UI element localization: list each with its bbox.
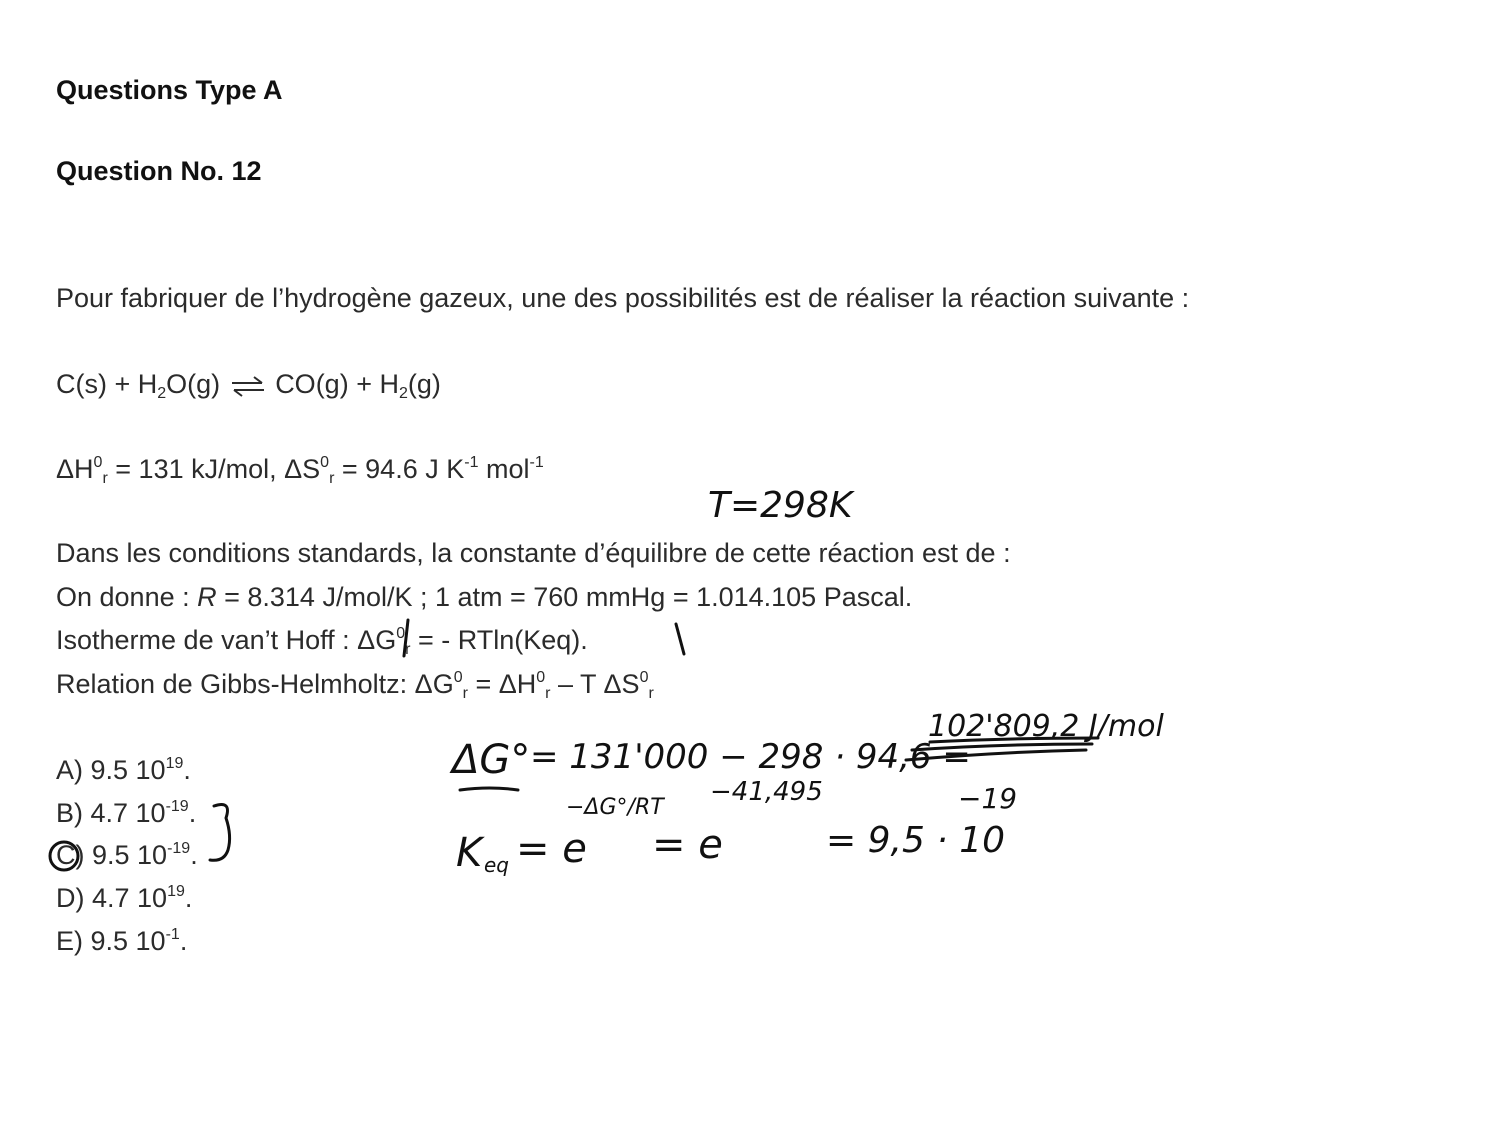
vant-hoff-label: Isotherme de van’t Hoff : ΔG <box>56 625 397 655</box>
r-symbol: R <box>197 582 217 612</box>
option-c[interactable] <box>56 839 198 871</box>
ds-value: = 94.6 J K <box>334 454 465 484</box>
given-rest: = 8.314 J/mol/K ; 1 atm = 760 mmHg = 1.014.105 Pascal. <box>216 582 913 612</box>
hw-dg-equation: = 131'000 − 298 · 94,6 = <box>530 737 971 777</box>
option-e-end: . <box>179 926 188 956</box>
gibbs-sup-3: 0 <box>639 669 649 686</box>
ds-sup: 0 <box>320 454 330 471</box>
option-d[interactable] <box>56 882 192 914</box>
hw-bracket-right <box>676 624 684 654</box>
option-a[interactable] <box>56 754 191 786</box>
hw-result-underline-1 <box>930 738 1098 742</box>
option-a-exp: 19 <box>165 755 184 772</box>
vant-hoff-rest: = - RTln(Keq). <box>410 625 588 655</box>
question-prompt: Dans les conditions standards, la constante d’équilibre de cette réaction est de : <box>56 538 1011 568</box>
ds-sub: r <box>329 470 335 487</box>
hw-result-underline-2 <box>912 744 1092 750</box>
option-b-exp: -19 <box>165 798 189 815</box>
option-e[interactable] <box>56 925 187 957</box>
reaction-lhs-sub: 2 <box>157 385 167 402</box>
option-a-end: . <box>183 755 191 785</box>
dh-value: = 131 kJ/mol, ΔS <box>107 454 321 484</box>
reaction-lhs-1: C(s) + H <box>56 369 158 399</box>
dh-sup: 0 <box>93 454 103 471</box>
vant-hoff-sub: r <box>405 641 411 658</box>
reaction-lhs-2: O(g) <box>166 369 221 399</box>
hw-k-eq-e: = e <box>516 826 587 872</box>
vant-hoff-sup: 0 <box>396 625 406 642</box>
hw-k-exponent-2: −41,495 <box>710 777 823 807</box>
gibbs-sub-3: r <box>648 685 654 702</box>
gibbs-mid-2: – T ΔS <box>550 669 640 699</box>
hw-dg-result: 102'809,2 J/mol <box>928 709 1164 744</box>
hw-k-exponent: −ΔG°/RT <box>566 795 664 820</box>
gibbs-sup-1: 0 <box>453 669 463 686</box>
option-b-base: B) 4.7 10 <box>56 798 166 828</box>
hw-dg-symbol: ΔG° <box>452 737 531 783</box>
hw-dg-underline <box>460 788 518 790</box>
intro-text: Pour fabriquer de l’hydrogène gazeux, une des possibilités est de réaliser la réaction suivante : <box>56 283 1190 313</box>
option-c-exp: -19 <box>167 840 191 857</box>
gibbs-sub-2: r <box>545 685 551 702</box>
option-d-end: . <box>184 883 193 913</box>
hw-k-result: = 9,5 · 10 <box>826 820 1005 861</box>
given-prefix: On donne : <box>56 582 198 612</box>
gibbs-sub-1: r <box>462 685 468 702</box>
question-title: Question No. 12 <box>56 156 262 186</box>
k-sup: -1 <box>464 454 479 471</box>
hw-temperature: T=298K <box>708 485 853 526</box>
option-a-base: A) 9.5 10 <box>56 755 166 785</box>
option-d-base: D) 4.7 10 <box>56 883 168 913</box>
gibbs-mid: = ΔH <box>467 669 537 699</box>
dh-sub: r <box>102 470 108 487</box>
option-e-exp: -1 <box>165 926 180 943</box>
option-e-base: E) 9.5 10 <box>56 926 166 956</box>
section-title: Questions Type A <box>56 75 283 105</box>
option-c-end: . <box>190 840 198 870</box>
gibbs-sup-2: 0 <box>536 669 546 686</box>
equilibrium-arrow-icon <box>228 375 268 397</box>
vant-hoff-relation <box>56 624 588 656</box>
hw-k-result-exp: −19 <box>958 782 1018 815</box>
reaction-rhs-sub: 2 <box>398 385 408 402</box>
gibbs-label: Relation de Gibbs-Helmholtz: ΔG <box>56 669 454 699</box>
mol-sup: -1 <box>529 454 544 471</box>
hw-k-symbol: K <box>456 830 483 876</box>
reaction-rhs-1: CO(g) + H <box>275 369 399 399</box>
dh-prefix: ΔH <box>56 454 94 484</box>
option-b[interactable] <box>56 797 196 829</box>
hw-k-sub: eq <box>484 853 509 877</box>
hw-k-mid: = e <box>652 822 723 868</box>
hw-bracket-bc <box>210 805 230 861</box>
given-constants <box>56 581 912 613</box>
gibbs-relation <box>56 668 654 700</box>
reaction-equation <box>56 368 441 400</box>
mol-text: mol <box>478 454 530 484</box>
reaction-rhs-2: (g) <box>407 369 441 399</box>
option-d-exp: 19 <box>167 883 185 900</box>
option-b-end: . <box>188 798 197 828</box>
option-c-base: C) 9.5 10 <box>56 840 168 870</box>
hw-result-underline-3 <box>906 750 1086 760</box>
thermo-data <box>56 453 544 485</box>
